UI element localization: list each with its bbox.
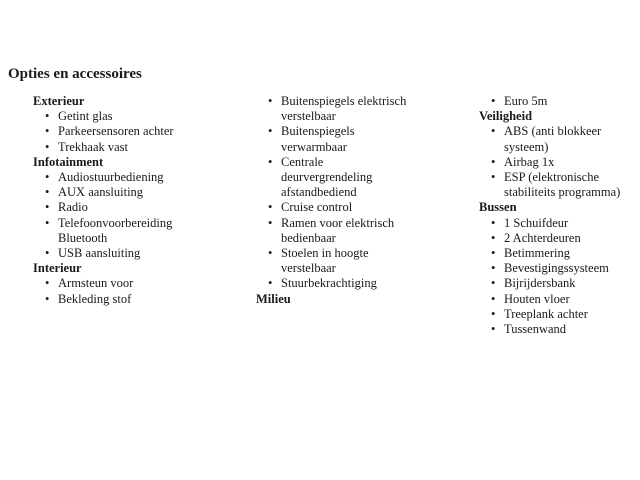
options-column-2 <box>256 94 468 307</box>
list-item: • Bevestigingssysteem <box>479 261 639 276</box>
list-item: • Airbag 1x <box>479 155 639 170</box>
list-item: • Tussenwand <box>479 322 639 337</box>
list-item: • 1 Schuifdeur <box>479 216 639 231</box>
list-interieur-continued <box>256 94 468 292</box>
page-title: Opties en accessoires <box>8 66 142 82</box>
list-item: • Bekleding stof <box>33 292 243 307</box>
list-item: • Trekhaak vast <box>33 140 243 155</box>
section-heading-bussen: Bussen <box>479 200 517 215</box>
list-item: • Stuurbekrachtiging <box>256 276 468 291</box>
list-item: • Houten vloer <box>479 292 639 307</box>
list-milieu-continued <box>479 94 639 109</box>
list-item: • ABS (anti blokkeer systeem) <box>479 124 619 154</box>
list-item: • Ramen voor elektrisch bedienbaar <box>256 216 411 246</box>
list-item: • Audiostuurbediening <box>33 170 243 185</box>
list-item: • Telefoonvoorbereiding Bluetooth <box>33 216 193 246</box>
list-item: • Getint glas <box>33 109 243 124</box>
list-item: • Centrale deurvergrendeling afstandbediend <box>256 155 391 201</box>
section-heading-interieur: Interieur <box>33 261 82 276</box>
section-heading-exterieur: Exterieur <box>33 94 85 108</box>
list-item: • Armsteun voor <box>33 276 243 291</box>
list-infotainment <box>33 170 243 261</box>
options-column-1 <box>33 94 243 307</box>
list-item: • Euro 5m <box>479 94 639 109</box>
list-item: • Betimmering <box>479 246 639 261</box>
list-item: • Buitenspiegels verwarmbaar <box>256 124 391 154</box>
list-item: • AUX aansluiting <box>33 185 243 200</box>
list-item: • ESP (elektronische stabiliteits programma) <box>479 170 629 200</box>
list-item: • Bijrijdersbank <box>479 276 639 291</box>
list-item: • Radio <box>33 200 243 215</box>
list-item: • Treeplank achter <box>479 307 639 322</box>
list-item: • Parkeersensoren achter <box>33 124 243 139</box>
section-heading-milieu: Milieu <box>256 291 291 306</box>
list-item: • USB aansluiting <box>33 246 243 261</box>
list-item: • Buitenspiegels elektrisch verstelbaar <box>256 94 426 124</box>
list-bussen <box>479 216 639 338</box>
list-veiligheid <box>479 124 639 200</box>
list-item: • Cruise control <box>256 200 468 215</box>
list-item: • 2 Achterdeuren <box>479 231 639 246</box>
options-column-3 <box>479 94 639 337</box>
section-heading-infotainment: Infotainment <box>33 154 104 169</box>
list-item: • Stoelen in hoogte verstelbaar <box>256 246 381 276</box>
list-interieur <box>33 276 243 306</box>
list-exterieur <box>33 109 243 155</box>
section-heading-veiligheid: Veiligheid <box>479 109 533 124</box>
